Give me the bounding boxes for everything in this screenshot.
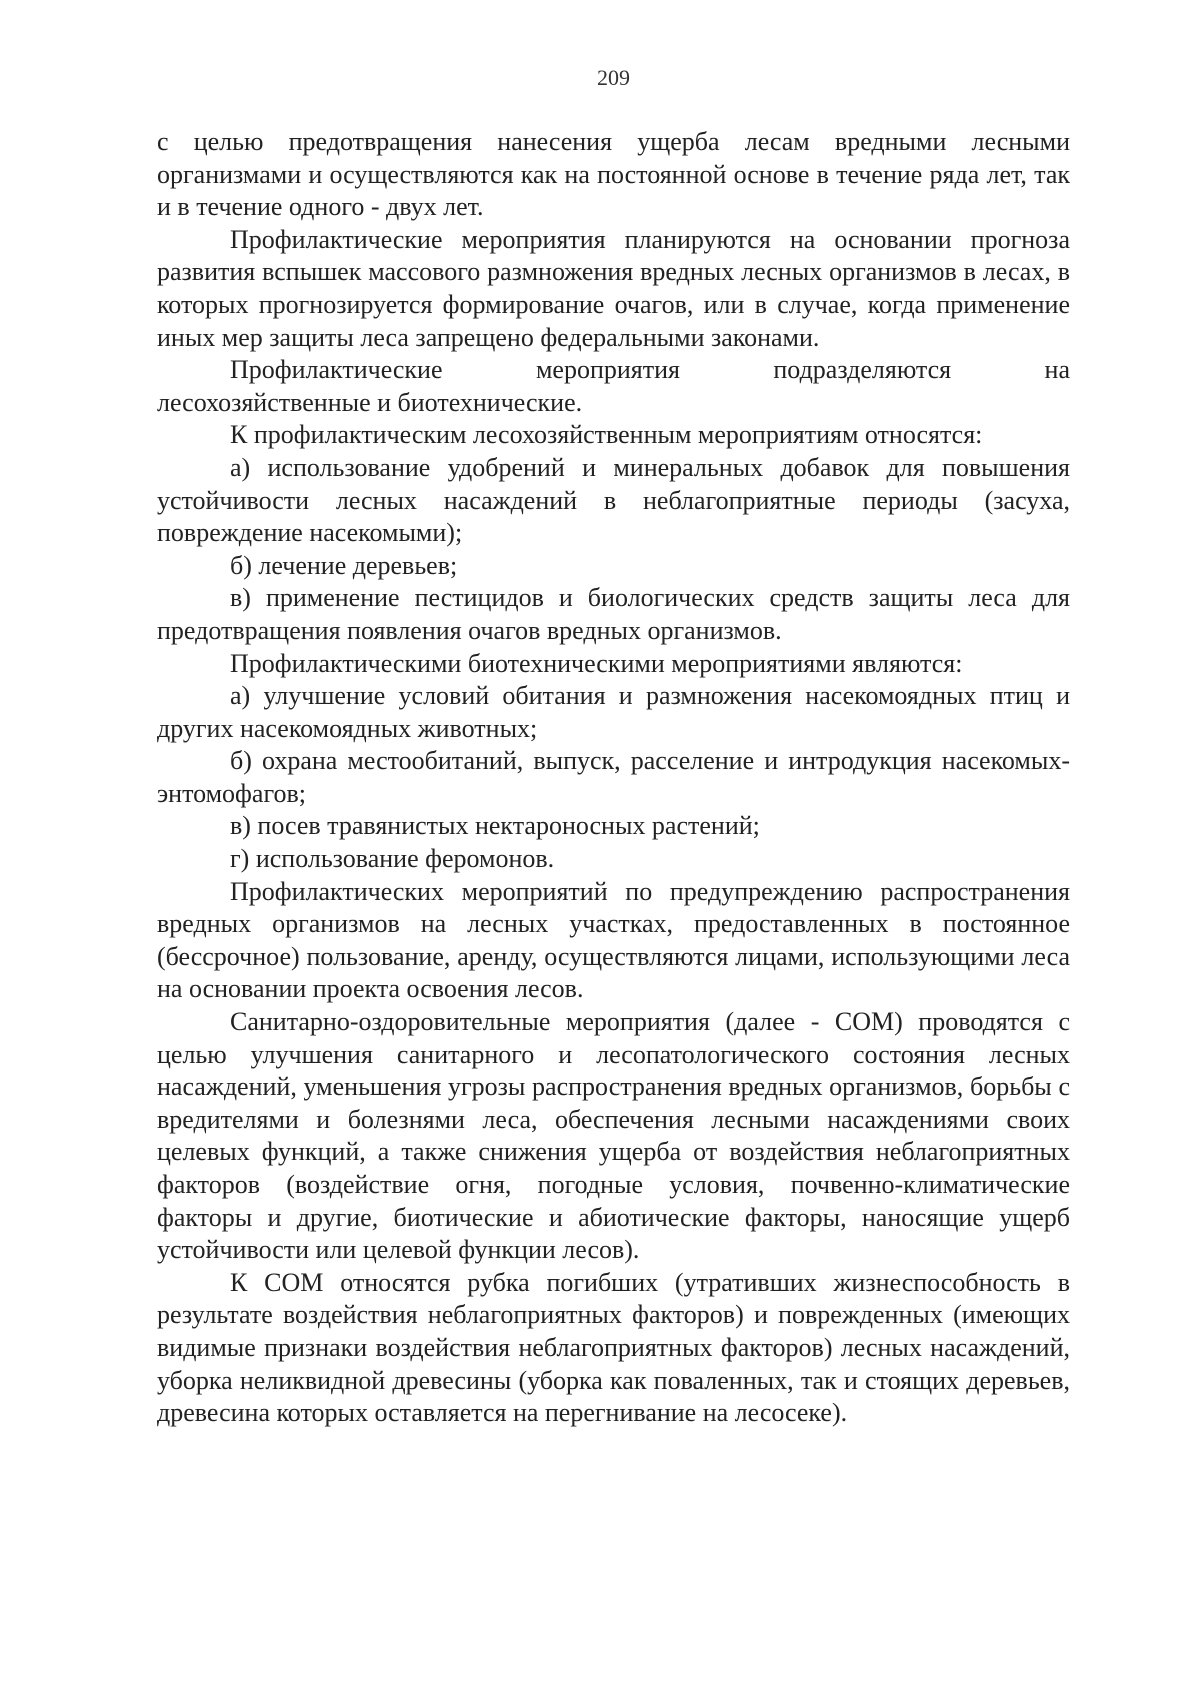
paragraph-som-includes: К СОМ относятся рубка погибших (утративших жизнеспособность в результате воздействия неблагоприятных факторов) и поврежденных (имеющих видимые признаки воздействия неблагоприятных факторов) лесных насаждений, уборка неликвидной древесины (уборка как поваленных, так и стоящих деревьев, древесина которых оставляется на перегнивание на лесосеке).	[157, 1267, 1070, 1428]
list-item-pesticides: в) применение пестицидов и биологических средств защиты леса для предотвращения появления очагов вредных организмов.	[157, 583, 1070, 645]
list-item-tree-treatment: б) лечение деревьев;	[230, 550, 458, 580]
paragraph-biotechnical-heading: Профилактическими биотехническими мероприятиями являются:	[230, 648, 963, 678]
paragraph-continuation: с целью предотвращения нанесения ущерба лесам вредными лесными организмами и осуществляются как на постоянной основе в течение ряда лет, так и в течение одного - двух лет.	[157, 127, 1070, 222]
paragraph-prophylactic-division-end: лесохозяйственные и биотехнические.	[157, 387, 583, 417]
list-item-nectar-plants: в) посев травянистых нектароносных растений;	[230, 811, 760, 841]
list-item-entomophages: б) охрана местообитаний, выпуск, расселение и интродукция насекомых-энтомофагов;	[157, 746, 1070, 808]
list-item-fertilizers: а) использование удобрений и минеральных добавок для повышения устойчивости лесных насаждений в неблагоприятные периоды (засуха, повреждение насекомыми);	[157, 452, 1070, 548]
paragraph-sanitary-measures: Санитарно-оздоровительные мероприятия (далее - СОМ) проводятся с целью улучшения санитарного и лесопатологического состояния лесных насаждений, уменьшения угрозы распространения вредных организмов, борьбы с вредителями и болезнями леса, обеспечения лесными насаждениями своих целевых функций, а также снижения ущерба от воздействия неблагоприятных факторов (воздействие огня, погодные условия, почвенно-климатические факторы и другие, биотические и абиотические факторы, наносящие ущерб устойчивости или целевой функции лесов).	[157, 1007, 1070, 1265]
document-page	[157, 62, 1070, 1430]
paragraph-forestry-measures-heading: К профилактическим лесохозяйственным мероприятиям относятся:	[230, 420, 983, 450]
paragraph-prophylactic-division: Профилактические мероприятия подразделяются на	[230, 355, 1070, 385]
page-number: 209	[597, 65, 630, 90]
paragraph-prevention-responsibility: Профилактических мероприятий по предупреждению распространения вредных организмов на лесных участках, предоставленных в постоянное (бессрочное) пользование, аренду, осуществляются лицами, использующими леса на основании проекта освоения лесов.	[157, 876, 1070, 1004]
list-item-pheromones: г) использование феромонов.	[230, 844, 555, 874]
paragraph-prophylactic-planning: Профилактические мероприятия планируются на основании прогноза развития вспышек массового размножения вредных лесных организмов в лесах, в которых прогнозируется формирование очагов, или в случае, когда применение иных мер защиты леса запрещено федеральными законами.	[157, 224, 1070, 352]
list-item-bird-habitat: а) улучшение условий обитания и размножения насекомоядных птиц и других насекомоядных животных;	[157, 681, 1070, 743]
